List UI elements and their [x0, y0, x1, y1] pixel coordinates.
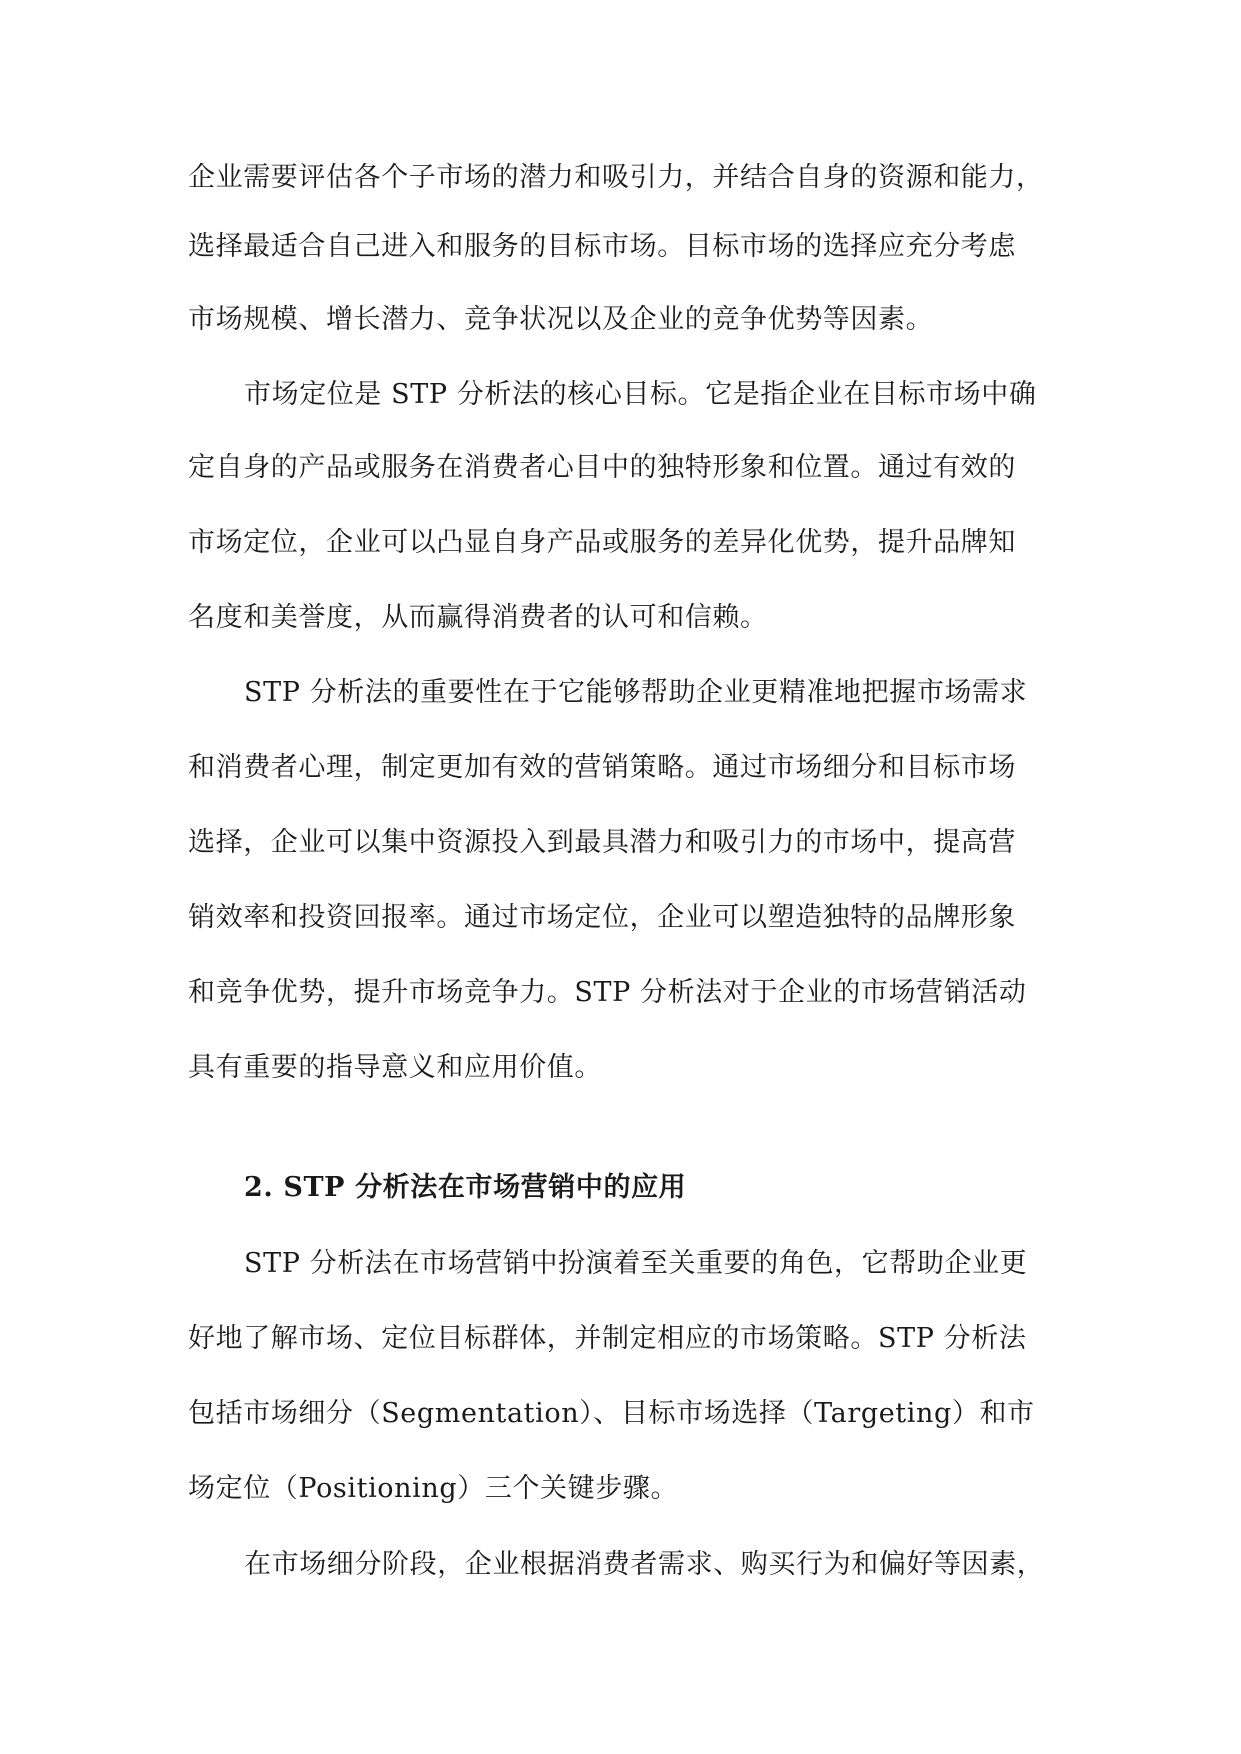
paragraph-3-line-2: 和消费者心理，制定更加有效的营销策略。通过市场细分和目标市场	[188, 752, 1016, 783]
paragraph-1-line-1: 企业需要评估各个子市场的潜力和吸引力，并结合自身的资源和能力，	[188, 162, 1044, 193]
paragraph-3-line-1: STP 分析法的重要性在于它能够帮助企业更精准地把握市场需求	[244, 677, 1028, 708]
paragraph-3-line-4: 销效率和投资回报率。通过市场定位，企业可以塑造独特的品牌形象	[188, 902, 1016, 933]
paragraph-4-line-1: STP 分析法在市场营销中扮演着至关重要的角色，它帮助企业更	[244, 1248, 1028, 1279]
section-heading: 2. STP 分析法在市场营销中的应用	[244, 1172, 687, 1203]
paragraph-4-line-2: 好地了解市场、定位目标群体，并制定相应的市场策略。STP 分析法	[188, 1323, 1027, 1354]
paragraph-3-line-5: 和竞争优势，提升市场竞争力。STP 分析法对于企业的市场营销活动	[188, 977, 1027, 1008]
paragraph-2-line-4: 名度和美誉度，从而赢得消费者的认可和信赖。	[188, 602, 768, 633]
paragraph-1-line-3: 市场规模、增长潜力、竞争状况以及企业的竞争优势等因素。	[188, 304, 934, 335]
paragraph-1-line-2: 选择最适合自己进入和服务的目标市场。目标市场的选择应充分考虑	[188, 231, 1016, 262]
paragraph-5-line-1: 在市场细分阶段，企业根据消费者需求、购买行为和偏好等因素，	[244, 1549, 1045, 1580]
paragraph-2-line-3: 市场定位，企业可以凸显自身产品或服务的差异化优势，提升品牌知	[188, 527, 1016, 558]
paragraph-4-line-4: 场定位（Positioning）三个关键步骤。	[188, 1473, 679, 1504]
paragraph-2-line-1: 市场定位是 STP 分析法的核心目标。它是指企业在目标市场中确	[244, 379, 1037, 410]
paragraph-4-line-3: 包括市场细分（Segmentation）、目标市场选择（Targeting）和市	[188, 1398, 1035, 1429]
paragraph-2-line-2: 定自身的产品或服务在消费者心目中的独特形象和位置。通过有效的	[188, 452, 1016, 483]
paragraph-3-line-6: 具有重要的指导意义和应用价值。	[188, 1052, 602, 1083]
paragraph-3-line-3: 选择，企业可以集中资源投入到最具潜力和吸引力的市场中，提高营	[188, 827, 1016, 858]
